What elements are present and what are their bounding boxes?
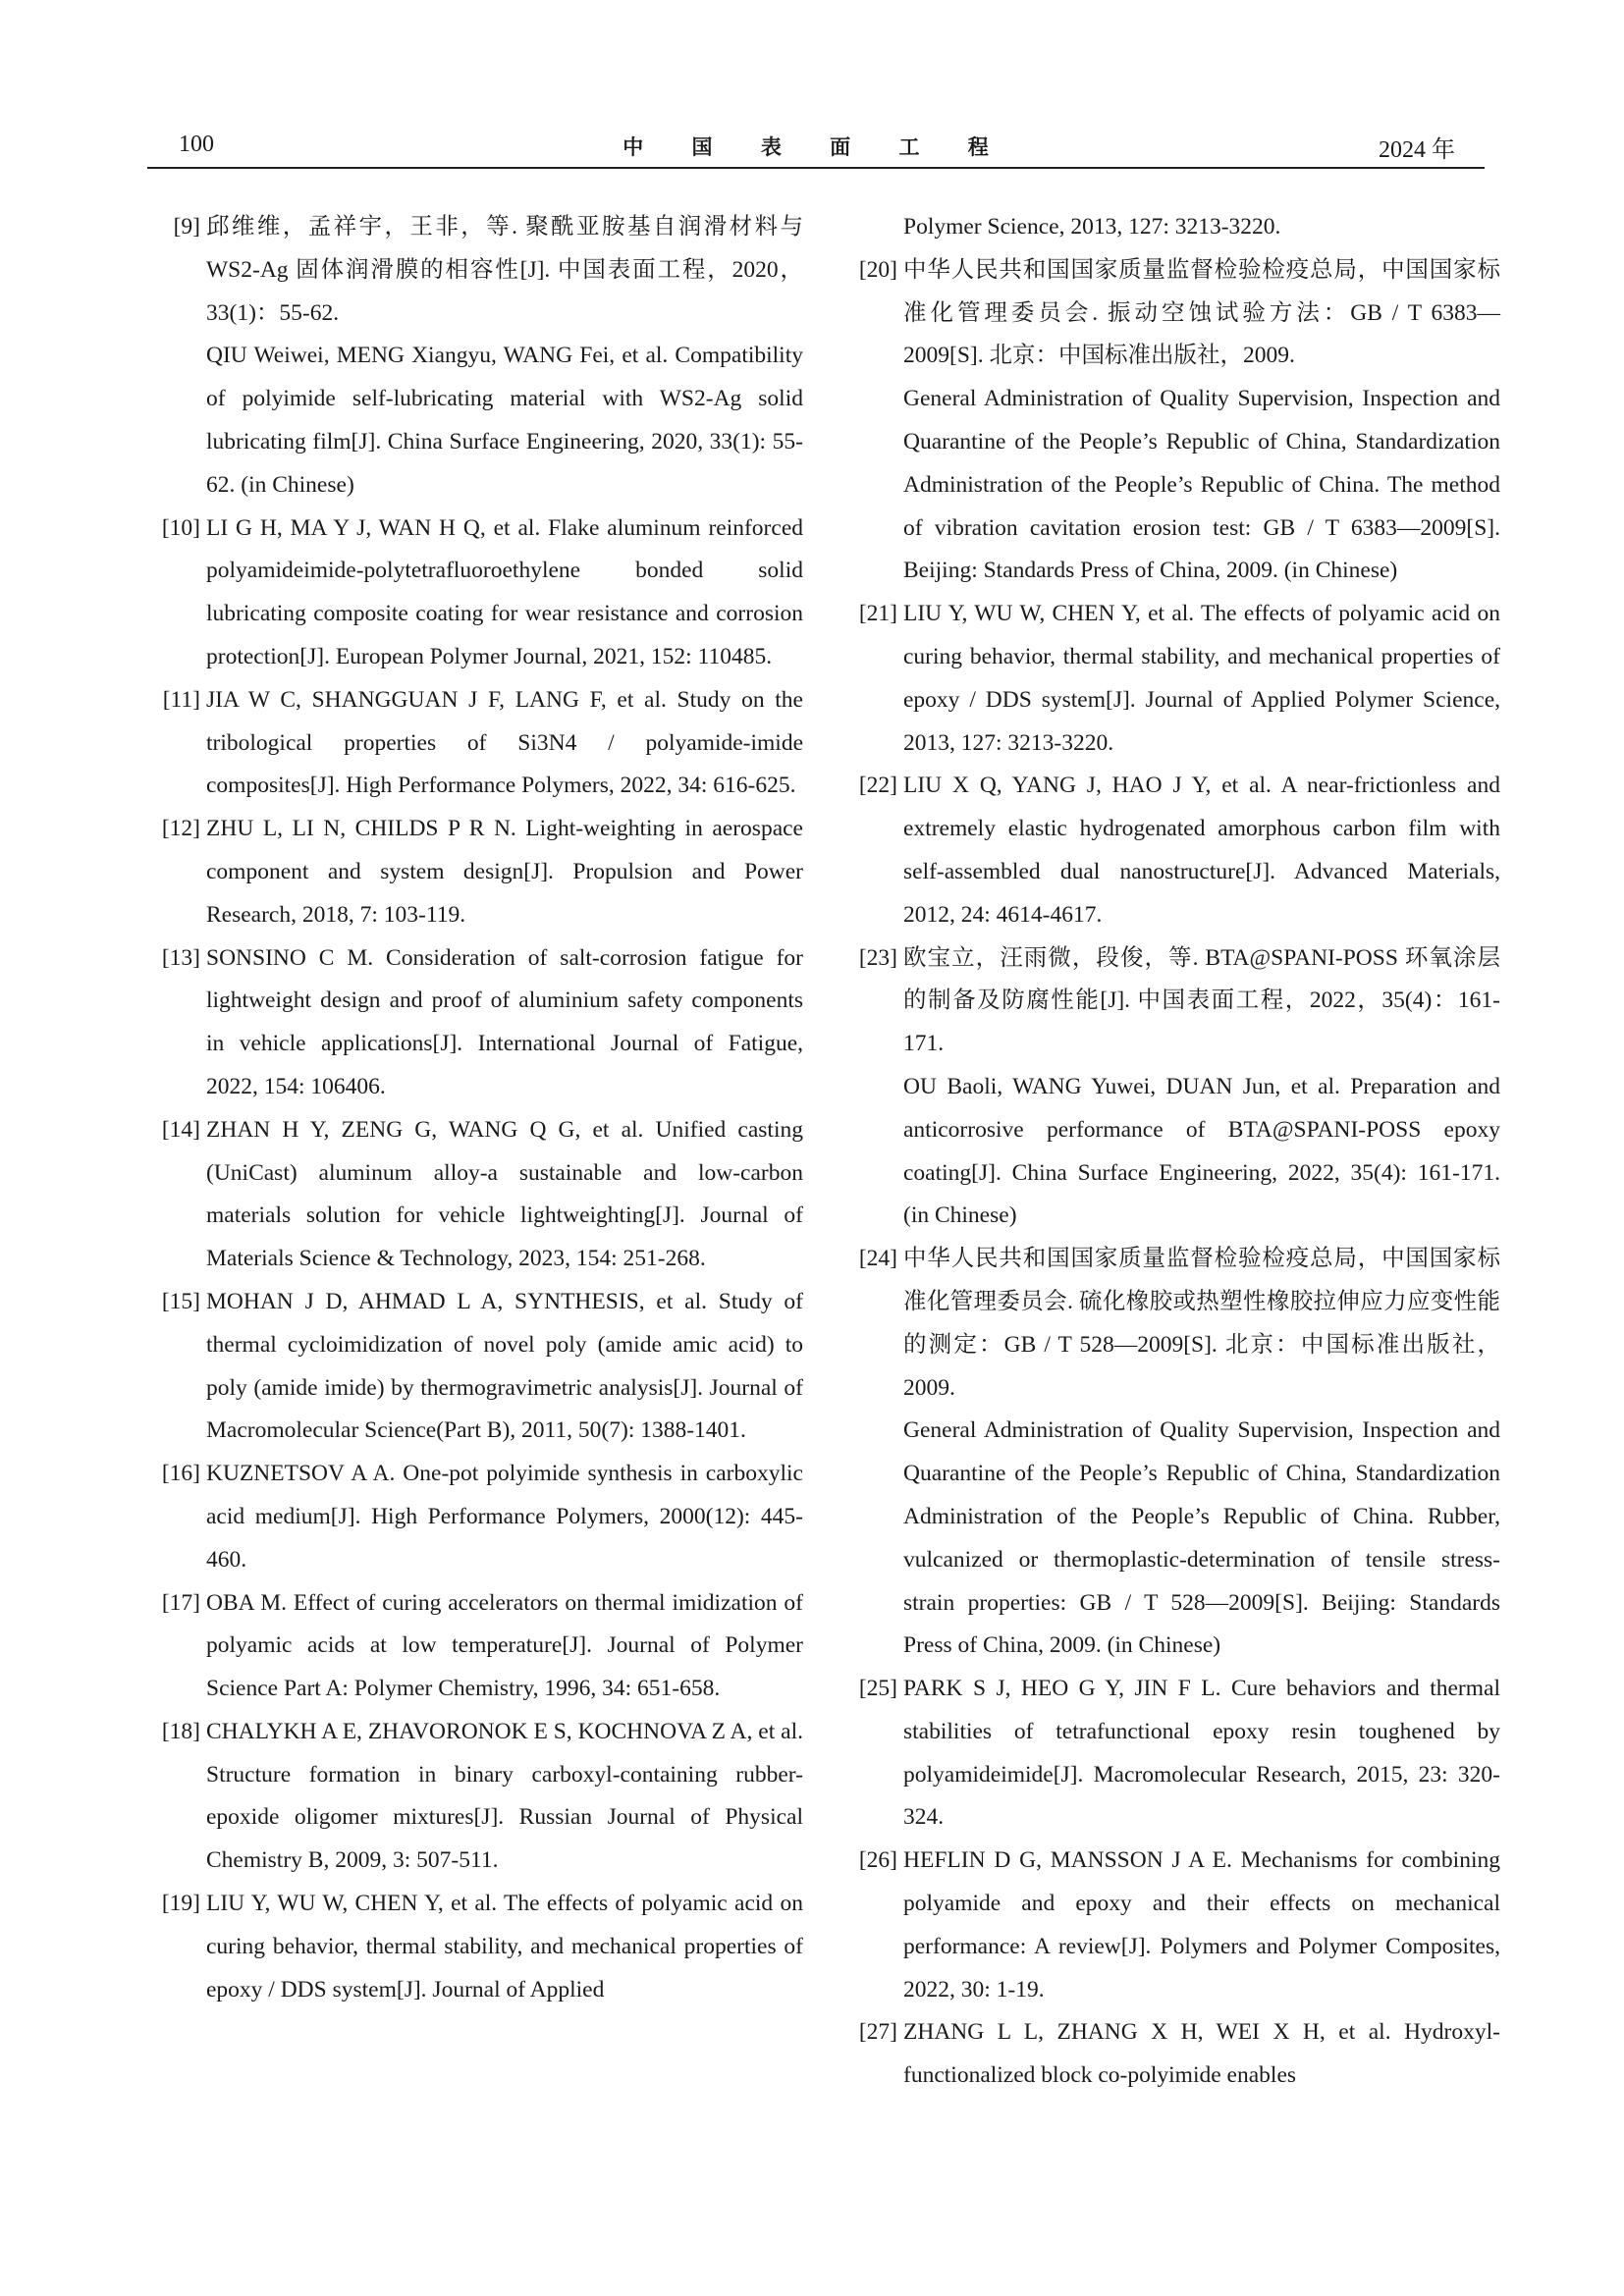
reference-text: 中华人民共和国国家质量监督检验检疫总局，中国国家标准化管理委员会. 振动空蚀试验方法：GB / T 6383—2009[S]. 北京：中国标准出版社，2009. [903,256,1500,369]
page-number: 100 [179,132,214,157]
reference-text: CHALYKH A E, ZHAVORONOK E S, KOCHNOVA Z A, et al. Structure formation in binary carboxyl-containing rubber-epoxide oligomer mixtures[J]. Russian Journal of Physical Chemistry B, 2009, 3: 507-511. [206,1718,803,1874]
reference-text: LIU Y, WU W, CHEN Y, et al. The effects of polyamic acid on curing behavior, thermal stability, and mechanical properties of epoxy / DDS system[J]. Journal of Applied Polymer Science, 2013, 127: 3213-3220. [903,601,1500,756]
reference-number: [24] [858,1246,897,1272]
reference-number: [12] [161,816,200,842]
reference-text: General Administration of Quality Supervision, Inspection and Quarantine of the People’s Republic of China, Standardization Administration of the People’s Republic of China. Rubber, vulcanized or thermoplastic-determination of tensile stress-strain properties: GB / T 528—2009[S]. Beijing: Standards Press of China, 2009. (in Chinese) [903,1417,1500,1659]
continued-reference-text: Polymer Science, 2013, 127: 3213-3220. [903,214,1281,240]
reference-item [147,808,803,936]
reference-item [147,937,803,1109]
reference-text: PARK S J, HEO G Y, JIN F L. Cure behaviors and thermal stabilities of tetrafunctional epoxy resin toughened by polyamideimide[J]. Macromolecular Research, 2015, 23: 320-324. [903,1676,1500,1831]
reference-item [147,507,803,679]
reference-number: [18] [161,1718,200,1744]
reference-text: OU Baoli, WANG Yuwei, DUAN Jun, et al. Preparation and anticorrosive performance of BTA@SPANI-POSS epoxy coating[J]. China Surface Engineering, 2022, 35(4): 161-171. (in Chinese) [903,1073,1500,1229]
reference-item [844,249,1500,593]
reference-text: SONSINO C M. Consideration of salt-corrosion fatigue for lightweight design and proof of aluminium safety components in vehicle applications[J]. International Journal of Fatigue, 2022, 154: 106406. [206,944,803,1099]
reference-text: QIU Weiwei, MENG Xiangyu, WANG Fei, et al. Compatibility of polyimide self-lubricating material with WS2-Ag solid lubricating film[J]. China Surface Engineering, 2020, 33(1): 55-62. (in Chinese) [206,343,803,498]
reference-item [844,1668,1500,1840]
reference-item [147,1109,803,1281]
reference-text: ZHANG L L, ZHANG X H, WEI X H, et al. Hydroxyl-functionalized block co-polyimide enables [903,2019,1500,2089]
reference-text: JIA W C, SHANGGUAN J F, LANG F, et al. Study on the tribological properties of Si3N4 / polyamide-imide composites[J]. High Performance Polymers, 2022, 34: 616-625. [206,686,803,799]
reference-number: [11] [162,686,200,713]
reference-number: [14] [161,1116,200,1143]
reference-text: LIU X Q, YANG J, HAO J Y, et al. A near-frictionless and extremely elastic hydrogenated amorphous carbon film with self-assembled dual nanostructure[J]. Advanced Materials, 2012, 24: 4614-4617. [903,773,1500,928]
reference-text: HEFLIN D G, MANSSON J A E. Mechanisms for combining polyamide and epoxy and their effects on mechanical performance: A review[J]. Polymers and Polymer Composites, 2022, 30: 1-19. [903,1847,1500,2002]
reference-number: [27] [858,2019,897,2046]
reference-item [147,679,803,808]
left-column [147,206,803,2011]
right-column [844,206,1500,2098]
running-header [147,128,1485,169]
reference-number: [25] [858,1676,897,1702]
reference-item [844,765,1500,936]
reference-item [844,1840,1500,2011]
journal-title: 中 国 表 面 工 程 [623,135,1009,159]
reference-text: 欧宝立，汪雨微，段俊，等. BTA@SPANI-POSS 环氧涂层的制备及防腐性能[J]. 中国表面工程，2022，35(4)：161-171. [903,944,1500,1057]
reference-text: MOHAN J D, AHMAD L A, SYNTHESIS, et al. Study of thermal cycloimidization of novel poly (amide amic acid) to poly (amide imide) by thermogravimetric analysis[J]. Journal of Macromolecular Science(Part B), 2011, 50(7): 1388-1401. [206,1288,803,1444]
reference-text: KUZNETSOV A A. One-pot polyimide synthesis in carboxylic acid medium[J]. High Performance Polymers, 2000(12): 445-460. [206,1461,803,1573]
reference-item [147,1883,803,2011]
reference-item [147,1711,803,1883]
reference-number: [20] [858,256,897,283]
reference-text: LI G H, MA Y J, WAN H Q, et al. Flake aluminum reinforced polyamideimide-polytetrafluoroethylene bonded solid lubricating composite coating for wear resistance and corrosion protection[J]. European Polymer Journal, 2021, 152: 110485. [206,514,803,669]
reference-item [844,2011,1500,2098]
reference-text: OBA M. Effect of curing accelerators on thermal imidization of polyamic acids at low temperature[J]. Journal of Polymer Science Part A: Polymer Chemistry, 1996, 34: 651-658. [206,1589,803,1702]
reference-item [147,1453,803,1581]
reference-item [147,1582,803,1711]
reference-number: [19] [161,1891,200,1917]
reference-text: LIU Y, WU W, CHEN Y, et al. The effects of polyamic acid on curing behavior, thermal stability, and mechanical properties of epoxy / DDS system[J]. Journal of Applied [206,1891,803,2002]
reference-number: [9] [173,214,200,240]
reference-item [844,1238,1500,1668]
reference-item [844,937,1500,1239]
reference-number: [10] [161,514,200,541]
reference-number: [16] [161,1461,200,1487]
publication-year: 2024 年 [1379,137,1455,163]
reference-number: [15] [161,1288,200,1314]
reference-text: General Administration of Quality Supervision, Inspection and Quarantine of the People’s Republic of China, Standardization Administration of the People’s Republic of China. The method of vibration cavitation erosion test: GB / T 6383—2009[S]. Beijing: Standards Press of China, 2009. (in Chinese) [903,386,1500,584]
reference-number: [17] [161,1589,200,1616]
reference-number: [22] [858,773,897,799]
reference-number: [23] [858,944,897,971]
reference-number: [26] [858,1847,897,1874]
reference-text: 中华人民共和国国家质量监督检验检疫总局，中国国家标准化管理委员会. 硫化橡胶或热塑性橡胶拉伸应力应变性能的测定：GB / T 528—2009[S]. 北京：中国标准出版社，2009. [903,1246,1500,1401]
reference-text: ZHAN H Y, ZENG G, WANG Q G, et al. Unified casting (UniCast) aluminum alloy-a sustainable and low-carbon materials solution for vehicle lightweighting[J]. Journal of Materials Science & Technology, 2023, 154: 251-268. [206,1116,803,1272]
reference-item [844,593,1500,765]
reference-text: ZHU L, LI N, CHILDS P R N. Light-weighting in aerospace component and system design[J]. Propulsion and Power Research, 2018, 7: 103-119. [206,816,803,928]
reference-item [147,1281,803,1453]
reference-number: [13] [161,944,200,971]
reference-item [147,206,803,507]
reference-text: 邱维维，孟祥宇，王非，等. 聚酰亚胺基自润滑材料与 WS2-Ag 固体润滑膜的相容性[J]. 中国表面工程，2020，33(1)：55-62. [206,214,803,326]
reference-number: [21] [858,601,897,627]
